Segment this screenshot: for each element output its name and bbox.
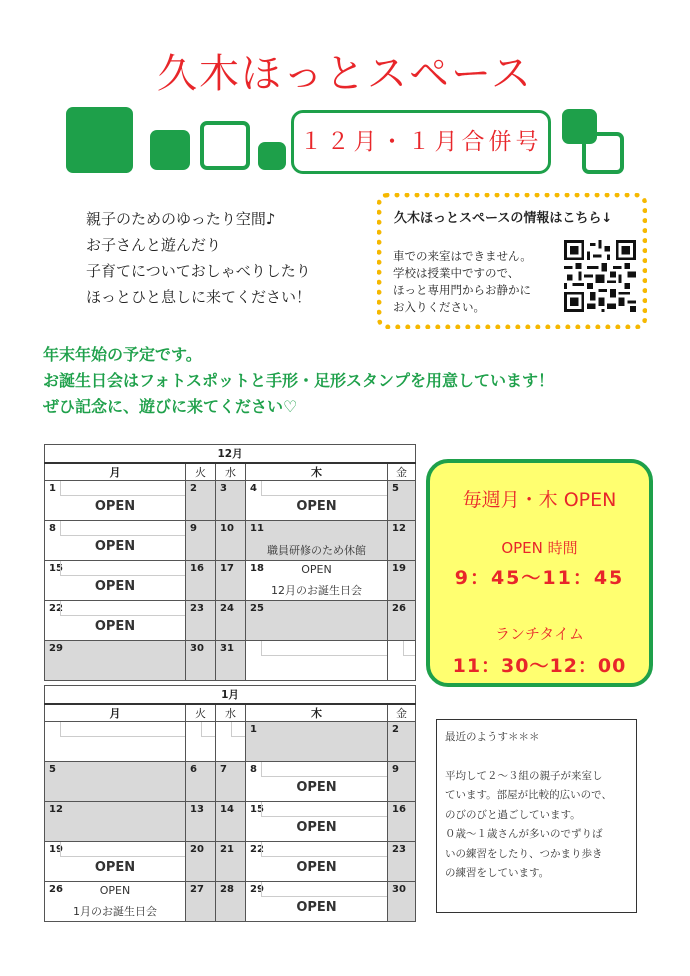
day-number: 5	[392, 483, 399, 494]
day-cell	[45, 762, 186, 802]
day-number: 23	[190, 603, 204, 614]
day-cell	[45, 882, 186, 922]
weekday-header: 火	[186, 704, 216, 722]
day-number: 8	[250, 764, 257, 775]
day-number: 11	[250, 523, 264, 534]
day-cell	[216, 641, 246, 681]
open-label: OPEN	[99, 884, 131, 897]
day-number: 27	[190, 884, 204, 895]
day-cell	[246, 882, 388, 922]
day-number: 30	[190, 643, 204, 654]
day-number: 15	[49, 563, 63, 574]
day-cell	[216, 802, 246, 842]
day-number: 9	[392, 764, 399, 775]
day-number: 26	[49, 884, 63, 895]
lunch-time: 11：30〜12：00	[452, 655, 627, 677]
recent-news-box	[436, 719, 637, 913]
day-number: 2	[190, 483, 197, 494]
day-cell	[216, 882, 246, 922]
deco-square	[200, 121, 250, 170]
day-number: 7	[220, 764, 227, 775]
day-number: 4	[250, 483, 257, 494]
day-cell	[388, 762, 416, 802]
day-number: 29	[49, 643, 63, 654]
open-label: OPEN	[94, 539, 136, 554]
day-cell	[388, 842, 416, 882]
open-label: OPEN	[296, 860, 337, 875]
event-note: 1月のお誕生日会	[73, 905, 157, 918]
day-cell	[216, 481, 246, 521]
intro-line: 親子のためのゆったり空間♪	[86, 210, 276, 228]
day-number: 16	[392, 804, 406, 815]
day-cell	[246, 762, 388, 802]
calendar-month-title: 12月	[45, 445, 416, 463]
day-number: 19	[392, 563, 406, 574]
deco-square	[150, 130, 190, 170]
day-cell	[186, 561, 216, 601]
day-number: 1	[49, 483, 56, 494]
day-cell	[216, 842, 246, 882]
day-cell	[186, 882, 216, 922]
day-cell	[186, 762, 216, 802]
day-number: 15	[250, 804, 264, 815]
hours-title: 毎週月・木 OPEN	[462, 489, 617, 511]
day-cell	[216, 601, 246, 641]
event-note: 12月のお誕生日会	[271, 584, 362, 597]
deco-square	[66, 107, 133, 173]
open-time-label: OPEN 時間	[501, 539, 578, 557]
day-cell	[388, 601, 416, 641]
notice-line: お誕生日会はフォトスポットと手形・足形スタンプを用意しています！	[43, 371, 555, 390]
deco-square	[258, 142, 286, 170]
day-number: 20	[190, 844, 204, 855]
day-cell	[246, 641, 388, 681]
intro-text	[86, 206, 311, 310]
open-label: OPEN	[94, 499, 136, 514]
open-label: OPEN	[296, 499, 337, 514]
open-label: OPEN	[296, 900, 337, 915]
open-label: OPEN	[296, 820, 337, 835]
day-cell	[216, 762, 246, 802]
weekday-header: 火	[186, 463, 216, 481]
qr-code-icon[interactable]	[564, 240, 636, 312]
day-number: 25	[250, 603, 264, 614]
open-time: 9：45〜11：45	[454, 567, 625, 589]
day-cell	[246, 481, 388, 521]
day-cell	[45, 842, 186, 882]
recent-line: いの練習をしたり、つかまり歩き	[445, 847, 603, 860]
intro-line: 子育てについておしゃべりしたり	[86, 262, 311, 280]
day-cell	[45, 722, 186, 762]
day-number: 12	[49, 804, 63, 815]
weekday-header: 水	[216, 704, 246, 722]
day-number: 5	[49, 764, 56, 775]
day-number: 6	[190, 764, 197, 775]
info-box	[377, 193, 647, 329]
day-number: 26	[392, 603, 406, 614]
info-line: 学校は授業中ですので、	[393, 266, 520, 280]
info-body	[393, 248, 532, 316]
open-label: OPEN	[94, 579, 136, 594]
day-cell	[216, 722, 246, 762]
day-cell	[186, 722, 216, 762]
day-cell	[388, 722, 416, 762]
day-cell	[186, 521, 216, 561]
closed-note: 職員研修のため休館	[267, 544, 366, 557]
open-label: OPEN	[301, 563, 332, 576]
day-cell	[186, 802, 216, 842]
recent-line: ています。部屋が比較的広いので、	[445, 789, 612, 801]
calendar-january	[44, 685, 416, 922]
weekday-header: 水	[216, 463, 246, 481]
day-number: 21	[220, 844, 234, 855]
lunch-time-label: ランチタイム	[495, 625, 584, 643]
day-number: 22	[49, 603, 63, 614]
day-cell	[186, 641, 216, 681]
calendar-december	[44, 444, 416, 681]
day-number: 2	[392, 724, 399, 735]
day-number: 13	[190, 804, 204, 815]
info-line: ほっと専用門からお静かに	[393, 283, 531, 297]
open-label: OPEN	[94, 619, 136, 634]
day-cell	[45, 601, 186, 641]
page-title: 久木ほっとスペース	[157, 51, 533, 97]
day-number: 24	[220, 603, 234, 614]
day-cell	[246, 601, 388, 641]
weekday-header: 金	[388, 463, 416, 481]
day-cell	[246, 561, 388, 601]
info-title: 久木ほっとスペースの情報はこちら↓	[394, 211, 613, 226]
weekday-header: 月	[45, 463, 186, 481]
day-cell	[388, 561, 416, 601]
day-cell	[246, 802, 388, 842]
weekday-header: 木	[246, 704, 388, 722]
schedule-notice	[43, 342, 554, 420]
recent-line: ０歳〜１歳さんが多いのでずりば	[445, 828, 603, 840]
open-label: OPEN	[94, 860, 136, 875]
day-number: 14	[220, 804, 234, 815]
day-cell	[388, 802, 416, 842]
info-line: お入りください。	[393, 300, 485, 314]
day-number: 17	[220, 563, 234, 574]
day-number: 9	[190, 523, 197, 534]
day-cell	[388, 521, 416, 561]
recent-title: 最近のようす＊＊＊	[445, 731, 540, 743]
day-number: 12	[392, 523, 406, 534]
day-cell	[216, 521, 246, 561]
day-number: 18	[250, 563, 264, 574]
day-cell	[186, 842, 216, 882]
day-cell	[186, 601, 216, 641]
issue-label: １２月・１月合併号	[291, 110, 551, 174]
day-number: 1	[250, 724, 257, 735]
day-cell	[216, 561, 246, 601]
intro-line: ほっとひと息しに来てください！	[86, 288, 312, 306]
day-number: 29	[250, 884, 264, 895]
day-cell	[45, 561, 186, 601]
day-cell	[388, 641, 416, 681]
calendar-month-title: 1月	[45, 686, 416, 704]
deco-square	[562, 109, 597, 144]
day-number: 8	[49, 523, 56, 534]
day-number: 10	[220, 523, 234, 534]
day-cell	[186, 481, 216, 521]
day-number: 19	[49, 844, 63, 855]
day-cell	[388, 882, 416, 922]
recent-line: 平均して２〜３組の親子が来室し	[445, 769, 603, 782]
recent-line: のびのびと過ごしています。	[445, 808, 581, 821]
day-number: 28	[220, 884, 234, 895]
day-number: 3	[220, 483, 227, 494]
day-cell	[246, 521, 388, 561]
intro-line: お子さんと遊んだり	[86, 236, 222, 254]
weekday-header: 金	[388, 704, 416, 722]
info-line: 車での来室はできません。	[393, 249, 532, 263]
day-cell	[388, 481, 416, 521]
day-cell	[45, 521, 186, 561]
notice-line: 年末年始の予定です。	[43, 345, 202, 364]
day-number: 23	[392, 844, 406, 855]
recent-line: の練習をしています。	[445, 867, 550, 879]
day-cell	[45, 481, 186, 521]
day-number: 22	[250, 844, 264, 855]
open-label: OPEN	[296, 780, 337, 795]
day-number: 16	[190, 563, 204, 574]
day-cell	[246, 842, 388, 882]
day-cell	[45, 802, 186, 842]
day-number: 31	[220, 643, 234, 654]
opening-hours-box	[426, 459, 653, 687]
day-cell	[45, 641, 186, 681]
weekday-header: 木	[246, 463, 388, 481]
day-cell	[246, 722, 388, 762]
notice-line: ぜひ記念に、遊びに来てください♡	[43, 397, 298, 416]
weekday-header: 月	[45, 704, 186, 722]
day-number: 30	[392, 884, 406, 895]
